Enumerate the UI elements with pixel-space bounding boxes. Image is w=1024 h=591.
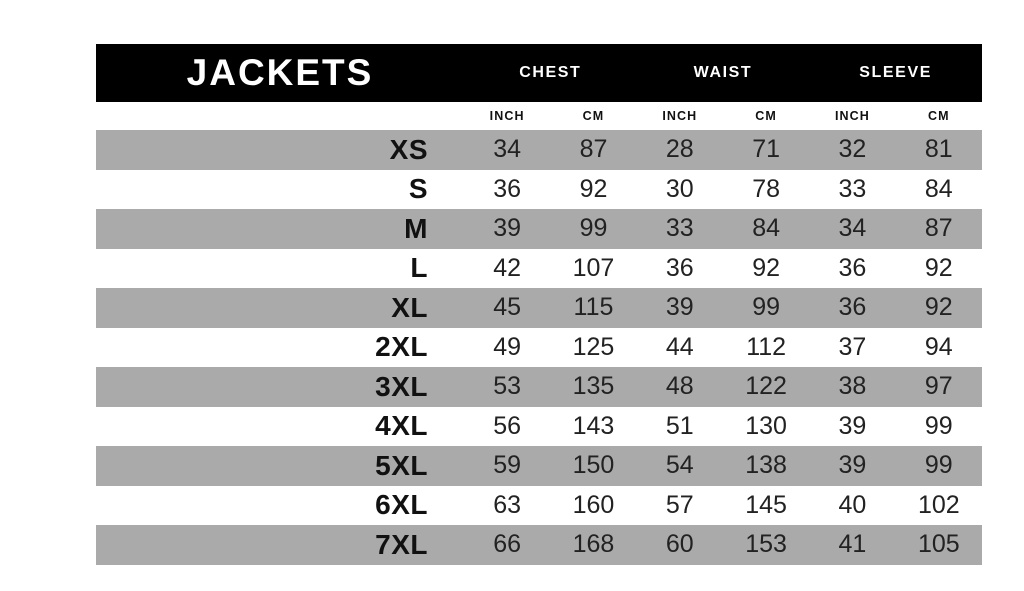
cell-chest-inch: 49 xyxy=(493,332,522,361)
table-body xyxy=(96,130,982,565)
cell-chest-inch: 36 xyxy=(493,174,522,203)
size-chart-container xyxy=(96,44,982,565)
cell-waist-inch: 33 xyxy=(665,214,694,243)
cell-chest-inch: 45 xyxy=(493,293,522,322)
size-label: 4XL xyxy=(375,410,428,442)
size-label: L xyxy=(410,252,428,284)
cell-chest-cm: 92 xyxy=(579,174,608,203)
cell-sleeve-inch: 34 xyxy=(838,214,867,243)
table-header xyxy=(96,44,982,130)
cell-sleeve-cm: 92 xyxy=(924,293,953,322)
cell-waist-inch: 57 xyxy=(665,490,694,519)
cell-sleeve-inch: 38 xyxy=(838,372,867,401)
group-header-waist: WAIST xyxy=(693,64,753,81)
header-row-units xyxy=(96,102,982,130)
units-spacer xyxy=(96,102,464,130)
cell-sleeve-cm: 105 xyxy=(917,530,960,559)
cell-chest-cm: 115 xyxy=(573,293,614,322)
cell-waist-inch: 39 xyxy=(665,293,694,322)
cell-chest-inch: 66 xyxy=(493,530,522,559)
cell-chest-inch: 39 xyxy=(493,214,522,243)
cell-waist-cm: 99 xyxy=(752,293,781,322)
size-label: M xyxy=(404,212,428,244)
cell-sleeve-cm: 81 xyxy=(924,135,953,164)
size-label: 5XL xyxy=(375,449,428,481)
cell-waist-inch: 54 xyxy=(665,451,694,480)
cell-chest-cm: 107 xyxy=(572,253,615,282)
cell-chest-inch: 34 xyxy=(493,135,522,164)
table-row xyxy=(96,170,982,210)
table-row xyxy=(96,367,982,407)
cell-chest-cm: 135 xyxy=(572,372,615,401)
unit-chest-cm: CM xyxy=(582,109,605,123)
cell-sleeve-inch: 32 xyxy=(838,135,867,164)
cell-sleeve-cm: 84 xyxy=(924,174,953,203)
unit-sleeve-inch: INCH xyxy=(834,109,870,123)
cell-waist-cm: 122 xyxy=(745,372,787,401)
cell-sleeve-cm: 99 xyxy=(924,451,953,480)
cell-chest-inch: 42 xyxy=(493,253,522,282)
cell-sleeve-inch: 41 xyxy=(838,530,867,559)
cell-waist-cm: 71 xyxy=(752,135,781,164)
table-row xyxy=(96,525,982,565)
chart-title: JACKETS xyxy=(186,52,374,93)
size-label: XS xyxy=(389,133,428,165)
cell-chest-cm: 160 xyxy=(572,490,615,519)
cell-sleeve-inch: 40 xyxy=(838,490,867,519)
cell-sleeve-inch: 36 xyxy=(838,253,867,282)
cell-waist-inch: 51 xyxy=(665,411,694,440)
cell-waist-cm: 130 xyxy=(745,411,787,440)
cell-sleeve-cm: 102 xyxy=(917,490,960,519)
table-row xyxy=(96,288,982,328)
cell-waist-cm: 78 xyxy=(752,174,781,203)
size-label: XL xyxy=(391,291,428,323)
cell-chest-inch: 53 xyxy=(493,372,522,401)
table-row xyxy=(96,407,982,447)
cell-chest-inch: 63 xyxy=(493,490,522,519)
group-header-chest: CHEST xyxy=(519,64,582,81)
cell-sleeve-cm: 97 xyxy=(924,372,953,401)
cell-chest-cm: 143 xyxy=(572,411,615,440)
header-row-groups xyxy=(96,44,982,102)
cell-waist-inch: 60 xyxy=(665,530,694,559)
unit-waist-inch: INCH xyxy=(662,109,698,123)
cell-waist-cm: 112 xyxy=(746,332,787,361)
cell-sleeve-inch: 39 xyxy=(838,411,867,440)
cell-sleeve-inch: 36 xyxy=(838,293,867,322)
cell-sleeve-inch: 33 xyxy=(838,174,867,203)
cell-waist-cm: 92 xyxy=(752,253,781,282)
cell-sleeve-cm: 99 xyxy=(924,411,953,440)
cell-chest-cm: 150 xyxy=(572,451,615,480)
cell-sleeve-inch: 39 xyxy=(838,451,867,480)
unit-sleeve-cm: CM xyxy=(927,109,950,123)
table-row xyxy=(96,249,982,289)
table-row xyxy=(96,328,982,368)
size-label: S xyxy=(408,173,428,205)
table-row xyxy=(96,209,982,249)
table-row xyxy=(96,486,982,526)
cell-chest-cm: 99 xyxy=(579,214,608,243)
cell-waist-inch: 36 xyxy=(665,253,694,282)
cell-chest-cm: 87 xyxy=(579,135,608,164)
cell-waist-inch: 28 xyxy=(665,135,694,164)
size-label: 3XL xyxy=(375,370,428,402)
size-label: 7XL xyxy=(375,528,428,560)
table-row xyxy=(96,446,982,486)
cell-sleeve-cm: 94 xyxy=(924,332,953,361)
size-label: 2XL xyxy=(375,331,428,363)
cell-sleeve-cm: 87 xyxy=(924,214,953,243)
cell-chest-inch: 56 xyxy=(493,411,522,440)
cell-sleeve-inch: 37 xyxy=(838,332,867,361)
group-header-sleeve: SLEEVE xyxy=(859,64,932,81)
cell-waist-cm: 145 xyxy=(745,490,787,519)
cell-waist-cm: 138 xyxy=(745,451,787,480)
cell-sleeve-cm: 92 xyxy=(924,253,953,282)
cell-chest-cm: 168 xyxy=(572,530,615,559)
cell-waist-inch: 44 xyxy=(665,332,694,361)
cell-waist-cm: 153 xyxy=(745,530,787,559)
cell-waist-inch: 48 xyxy=(665,372,694,401)
cell-chest-inch: 59 xyxy=(493,451,522,480)
cell-chest-cm: 125 xyxy=(572,332,615,361)
cell-waist-cm: 84 xyxy=(752,214,781,243)
cell-waist-inch: 30 xyxy=(665,174,694,203)
size-label: 6XL xyxy=(375,489,428,521)
jackets-size-table xyxy=(96,44,982,565)
unit-chest-inch: INCH xyxy=(489,109,525,123)
unit-waist-cm: CM xyxy=(755,109,777,123)
table-row xyxy=(96,130,982,170)
